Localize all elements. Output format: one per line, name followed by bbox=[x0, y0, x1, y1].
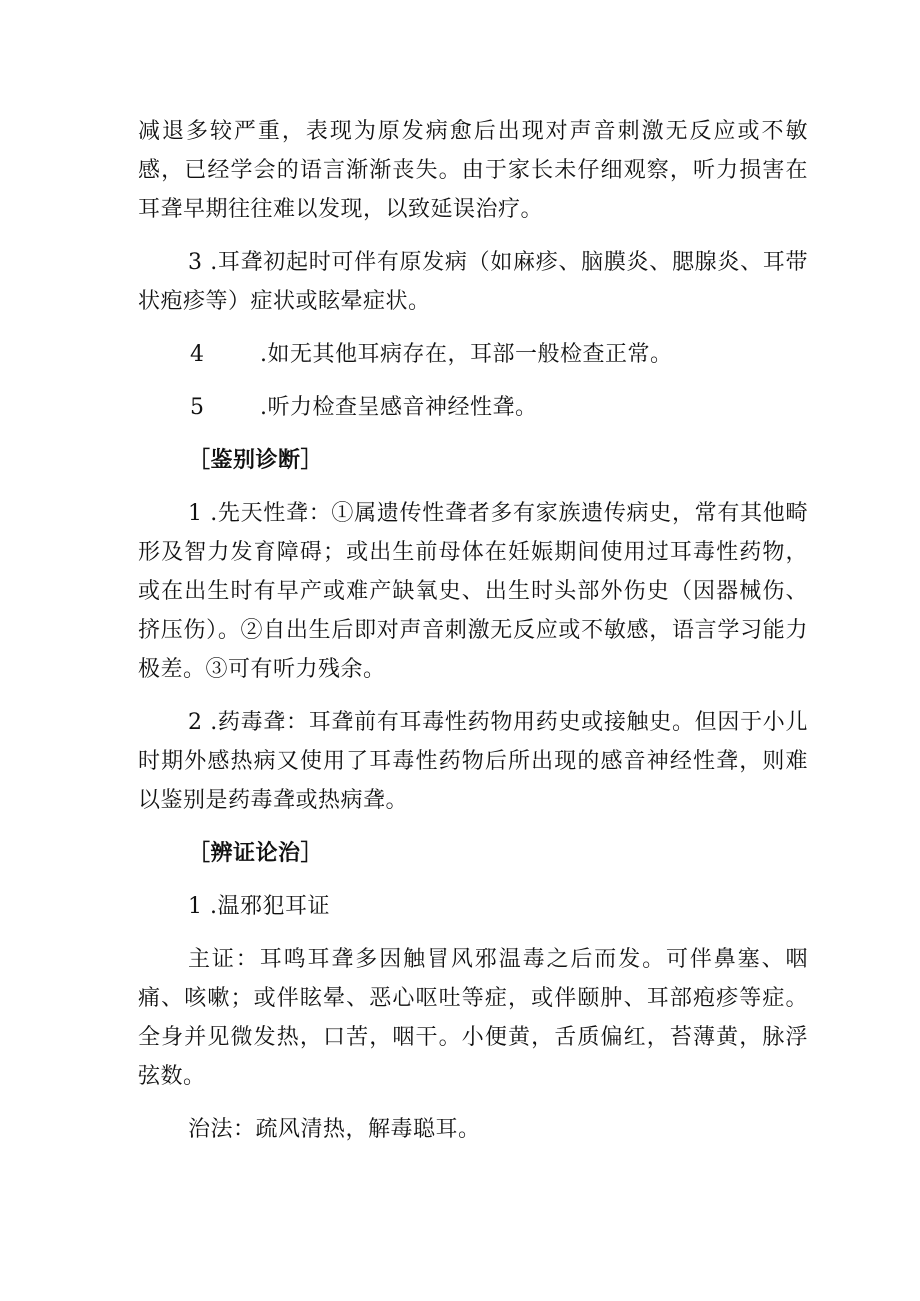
paragraph-main-symptoms: 主证：耳鸣耳聋多因触冒风邪温毒之后而发。可伴鼻塞、咽痛、咳嗽；或伴眩晕、恶心呕吐等症，或伴颐肿、耳部疱疹等症。全身并见微发热，口苦，咽干。小便黄，舌质偏红，苔薄黄，脉浮弦数。 bbox=[138, 947, 808, 1089]
list-item-4-number: 4 bbox=[190, 342, 205, 367]
list-item-4 bbox=[138, 335, 808, 374]
paragraph-drug-deafness: 2 .药毒聋：耳聋前有耳毒性药物用药史或接触史。但因于小儿时期外感热病又使用了耳毒性药物后所出现的感音神经性聋，则难以鉴别是药毒聋或热病聋。 bbox=[138, 710, 808, 813]
list-item-5 bbox=[138, 388, 808, 427]
subheading-warm-pathogen: 1 .温邪犯耳证 bbox=[188, 894, 330, 919]
list-item-4-text: .如无其他耳病存在，耳部一般检查正常。 bbox=[260, 342, 673, 367]
document-body bbox=[138, 112, 808, 1163]
paragraph-congenital-deafness: 1 .先天性聋：①属遗传性聋者多有家族遗传病史，常有其他畸形及智力发育障碍；或出生前母体在妊娠期间使用过耳毒性药物，或在出生时有早产或难产缺氧史、出生时头部外伤史（因器械伤、挤压伤）。②自出生后即对声音刺激无反应或不敏感，语言学习能力极差。③可有听力残余。 bbox=[138, 501, 808, 682]
paragraph-item-3: 3 .耳聋初起时可伴有原发病（如麻疹、脑膜炎、腮腺炎、耳带状疱疹等）症状或眩晕症状。 bbox=[138, 250, 808, 314]
paragraph-continuation: 减退多较严重，表现为原发病愈后出现对声音刺激无反应或不敏感，已经学会的语言渐渐丧失。由于家长未仔细观察，听力损害在耳聋早期往往难以发现，以致延误治疗。 bbox=[138, 119, 808, 222]
list-item-5-number: 5 bbox=[190, 395, 205, 420]
section-heading-syndrome-treatment: ［辨证论治］ bbox=[188, 840, 324, 866]
section-heading-differential-diagnosis: ［鉴别诊断］ bbox=[188, 447, 324, 473]
paragraph-treatment-method: 治法：疏风清热，解毒聪耳。 bbox=[188, 1117, 481, 1142]
list-item-5-text: .听力检查呈感音神经性聋。 bbox=[260, 395, 538, 420]
